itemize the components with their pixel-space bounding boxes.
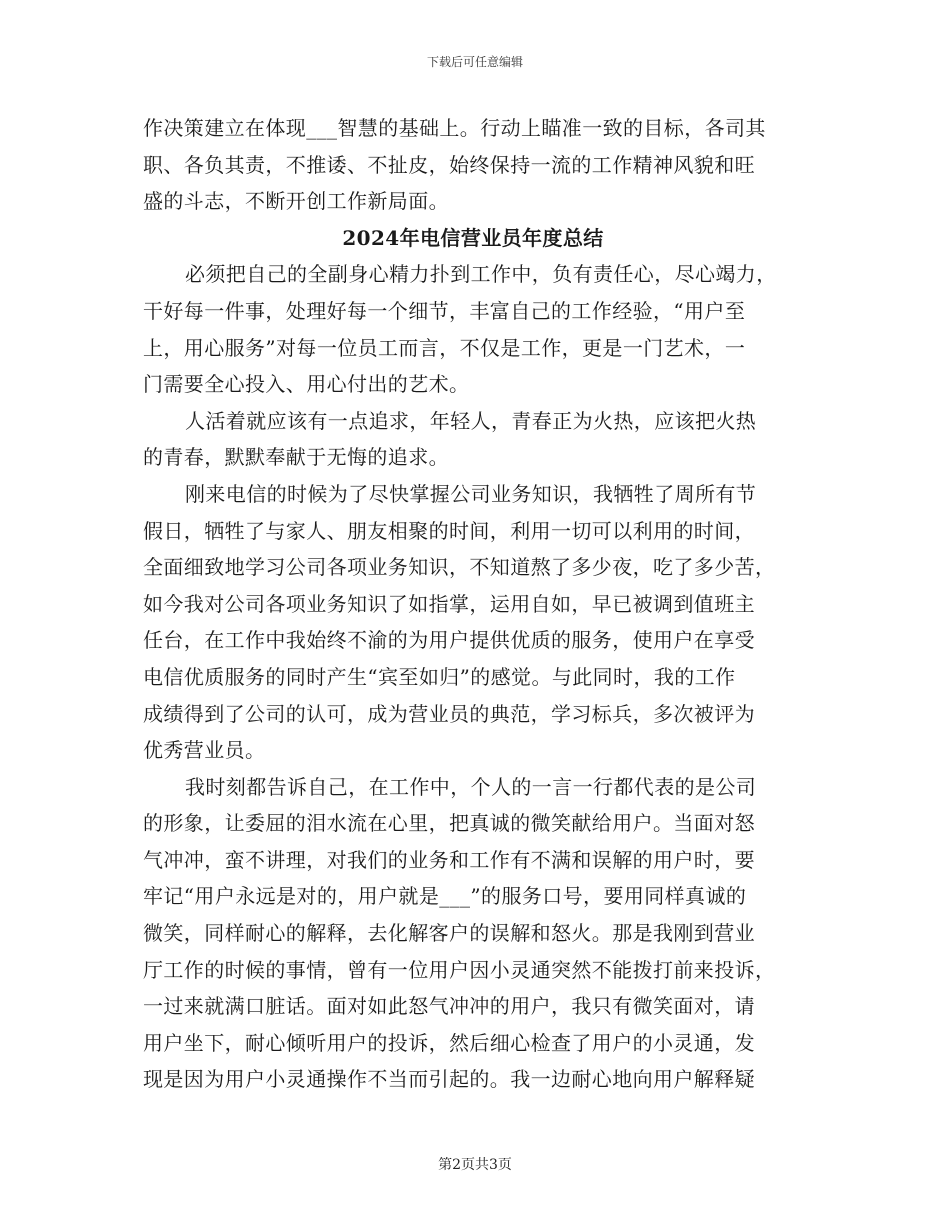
page-number: 第2页共3页 xyxy=(438,1157,512,1173)
text-line: 气冲冲，蛮不讲理，对我们的业务和工作有不满和误解的用户时，要 xyxy=(143,847,755,872)
text-line: 门需要全心投入、用心付出的艺术。 xyxy=(143,372,470,397)
text-line: 用户坐下，耐心倾听用户的投诉，然后细心检查了用户的小灵通，发 xyxy=(143,1030,755,1055)
text-line: 全面细致地学习公司各项业务知识，不知道熬了多少夜，吃了多少苦， xyxy=(143,555,776,580)
text-line: 优秀营业员。 xyxy=(143,738,266,763)
text-line: 职、各负其责，不推诿、不扯皮，始终保持一流的工作精神风貌和旺 xyxy=(143,152,755,177)
paragraph-start-line: 我时刻都告诉自己，在工作中，个人的一言一行都代表的是公司 xyxy=(185,774,757,799)
document-body xyxy=(143,110,803,1098)
paragraph-start-line: 人活着就应该有一点追求，年轻人，青春正为火热，应该把火热 xyxy=(185,408,757,433)
text-line: 电信优质服务的同时产生“宾至如归”的感觉。与此同时，我的工作 xyxy=(143,664,736,689)
paragraph-start-line: 必须把自己的全副身心精力扑到工作中，负有责任心，尽心竭力， xyxy=(185,262,777,287)
text-line: 干好每一件事，处理好每一个细节，丰富自己的工作经验，“用户至 xyxy=(143,298,746,323)
text-line: 盛的斗志，不断开创工作新局面。 xyxy=(143,189,449,214)
text-line: 的青春，默默奉献于无悔的追求。 xyxy=(143,445,449,470)
text-line: 假日，牺牲了与家人、朋友相聚的时间，利用一切可以利用的时间， xyxy=(143,518,755,543)
text-line: 现是因为用户小灵通操作不当而引起的。我一边耐心地向用户解释疑 xyxy=(143,1067,755,1092)
text-line: 厅工作的时候的事情，曾有一位用户因小灵通突然不能拨打前来投诉， xyxy=(143,957,776,982)
paragraph-start-line: 刚来电信的时候为了尽快掌握公司业务知识，我牺牲了周所有节 xyxy=(185,481,757,506)
text-line: 的形象，让委屈的泪水流在心里，把真诚的微笑献给用户。当面对怒 xyxy=(143,811,755,836)
text-line: 上，用心服务”对每一位员工而言，不仅是工作，更是一门艺术，一 xyxy=(143,335,746,360)
text-line: 微笑，同样耐心的解释，去化解客户的误解和怒火。那是我刚到营业 xyxy=(143,921,755,946)
page-header: 下载后可任意编辑 xyxy=(426,55,523,69)
text-line: 一过来就满口脏话。面对如此怒气冲冲的用户，我只有微笑面对，请 xyxy=(143,994,755,1019)
text-line: 作决策建立在体现___智慧的基础上。行动上瞄准一致的目标，各司其 xyxy=(143,116,766,140)
section-title: 2024年电信营业员年度总结 xyxy=(342,225,604,250)
text-line: 成绩得到了公司的认可，成为营业员的典范，学习标兵，多次被评为 xyxy=(143,701,755,726)
text-line: 如今我对公司各项业务知识了如指掌，运用自如，早已被调到值班主 xyxy=(143,591,755,616)
text-line: 牢记“用户永远是对的，用户就是___”的服务口号，要用同样真诚的 xyxy=(143,884,747,909)
text-line: 任台，在工作中我始终不渝的为用户提供优质的服务，使用户在享受 xyxy=(143,628,755,653)
